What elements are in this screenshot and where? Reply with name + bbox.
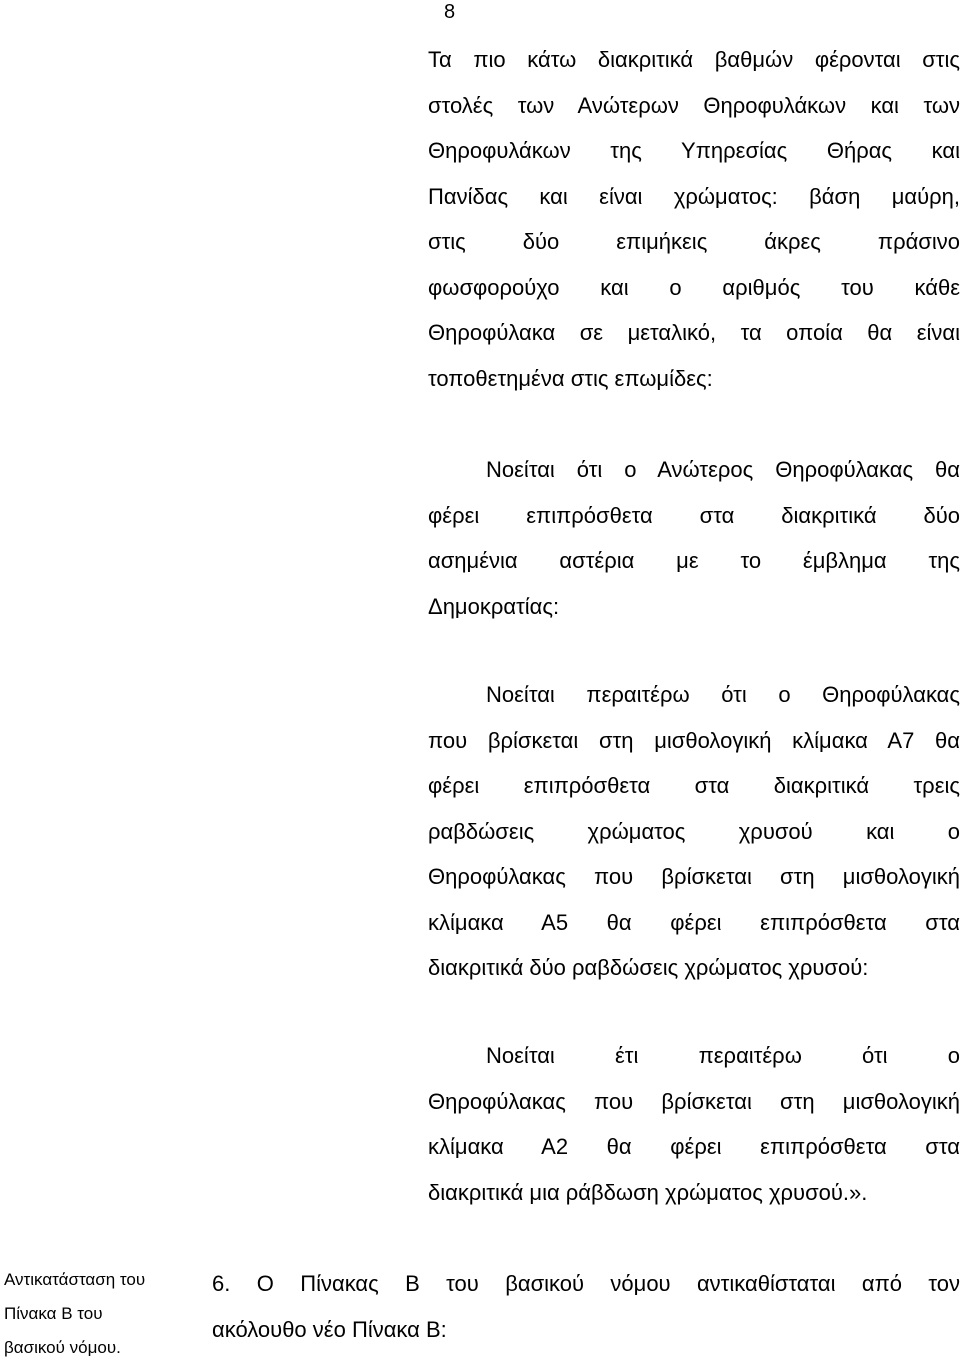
text-line: διακριτικά δύο ραβδώσεις χρώματος χρυσού: xyxy=(428,955,869,980)
text-line: κλίμακα Α5 θα φέρει επιπρόσθετα στα xyxy=(428,909,960,935)
text-line: ασημένια αστέρια με το έμβλημα της xyxy=(428,548,960,573)
text-line: στις δύο επιμήκεις άκρες πράσινο xyxy=(428,229,960,254)
text-line: Θηροφύλακας που βρίσκεται στη μισθολογική xyxy=(428,864,960,889)
text-line: διακριτικά μια ράβδωση χρώματος χρυσού.». xyxy=(428,1179,868,1205)
paragraph-proviso-a7-a5 xyxy=(428,672,960,991)
page-number: 8 xyxy=(444,1,456,23)
text-line: Δημοκρατίας: xyxy=(428,593,560,619)
amendment-section-6 xyxy=(212,1261,960,1353)
text-line: Νοείται ότι ο Ανώτερος Θηροφύλακας θα xyxy=(486,457,960,482)
text-line: Τα πιο κάτω διακριτικά βαθμών φέρονται στις xyxy=(428,47,960,72)
text-line: τοποθετημένα στις επωμίδες: xyxy=(428,365,713,391)
paragraph-proviso-a2 xyxy=(428,1033,960,1215)
text-line: Νοείται περαιτέρω ότι ο Θηροφύλακας xyxy=(486,682,960,707)
margin-note-line: Αντικατάσταση του xyxy=(4,1270,146,1289)
text-line: Νοείται έτι περαιτέρω ότι ο xyxy=(486,1043,960,1068)
paragraph-insignia-description xyxy=(428,37,960,401)
paragraph-proviso-senior-warden xyxy=(428,447,960,629)
text-line: στολές των Ανώτερων Θηροφυλάκων και των xyxy=(428,92,960,118)
margin-note-line: Πίνακα Β του xyxy=(4,1304,103,1323)
text-line: ακόλουθο νέο Πίνακα Β: xyxy=(212,1317,447,1342)
text-line: Θηροφυλάκων της Υπηρεσίας Θήρας και xyxy=(428,138,960,163)
margin-note-line: βασικού νόμου. xyxy=(4,1338,121,1357)
text-line: φέρει επιπρόσθετα στα διακριτικά δύο xyxy=(428,502,960,528)
text-line: κλίμακα Α2 θα φέρει επιπρόσθετα στα xyxy=(428,1134,960,1159)
text-line: ραβδώσεις χρώματος χρυσού και ο xyxy=(428,818,960,844)
text-line: που βρίσκεται στη μισθολογική κλίμακα Α7 θα xyxy=(428,727,960,753)
text-line: Πανίδας και είναι χρώματος: βάση μαύρη, xyxy=(428,183,960,209)
text-line: Θηροφύλακας που βρίσκεται στη μισθολογική xyxy=(428,1088,960,1114)
text-line: 6. Ο Πίνακας Β του βασικού νόμου αντικαθίσταται από τον xyxy=(212,1271,960,1296)
margin-note xyxy=(4,1263,194,1365)
text-line: Θηροφύλακα σε μεταλικό, τα οποία θα είναι xyxy=(428,320,960,345)
text-line: φέρει επιπρόσθετα στα διακριτικά τρεις xyxy=(428,773,960,798)
text-line: φωσφορούχο και ο αριθμός του κάθε xyxy=(428,274,960,300)
